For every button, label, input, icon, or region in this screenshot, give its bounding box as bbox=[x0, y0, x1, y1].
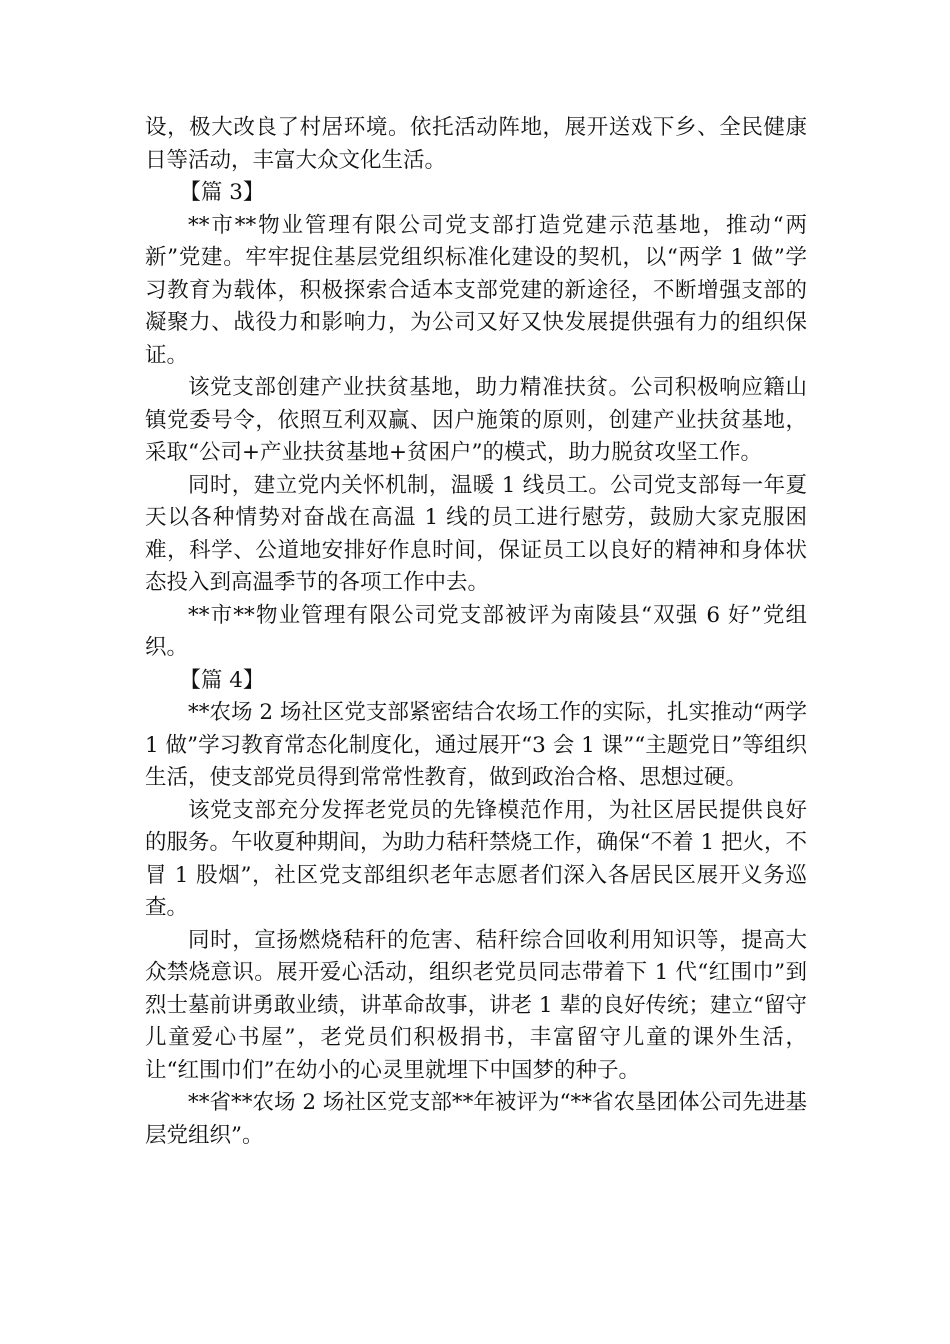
paragraph: 该党支部创建产业扶贫基地，助力精准扶贫。公司积极响应籍山镇党委号令，依照互利双赢、因户施策的原则，创建产业扶贫基地，采取“公司+产业扶贫基地+贫困户”的模式，助力脱贫攻坚工作。 bbox=[145, 375, 807, 465]
paragraph: **省**农场 2 场社区党支部**年被评为“**省农垦团体公司先进基层党组织”。 bbox=[145, 1090, 807, 1148]
paragraph: **市**物业管理有限公司党支部打造党建示范基地，推动“两新”党建。牢牢捉住基层党组织标准化建设的契机，以“两学 1 做”学习教育为载体，积极探索合适本支部党建的新途径，不断增强支部的凝聚力、战役力和影响力，为公司又好又快发展提供强有力的组织保证。 bbox=[145, 212, 807, 368]
paragraph-continuation: 设，极大改良了村居环境。依托活动阵地，展开送戏下乡、全民健康日等活动，丰富大众文化生活。 bbox=[145, 115, 807, 173]
paragraph: 该党支部充分发挥老党员的先锋模范作用，为社区居民提供良好的服务。午收夏种期间，为助力秸秆禁烧工作，确保“不着 1 把火，不冒 1 股烟”，社区党支部组织老年志愿者们深入各居民区展开义务巡查。 bbox=[145, 797, 807, 920]
paragraph: 同时，建立党内关怀机制，温暖 1 线员工。公司党支部每一年夏天以各种情势对奋战在高温 1 线的员工进行慰劳，鼓励大家克服困难，科学、公道地安排好作息时间，保证员工以良好的精神和身体状态投入到高温季节的各项工作中去。 bbox=[145, 472, 807, 595]
document-body bbox=[145, 112, 807, 1152]
section-heading-4: 【篇 4】 bbox=[179, 667, 265, 693]
paragraph: **农场 2 场社区党支部紧密结合农场工作的实际，扎实推动“两学 1 做”学习教育常态化制度化，通过展开“3 会 1 课”“主题党日”等组织生活，使支部党员得到常常性教育，做到政治合格、思想过硬。 bbox=[145, 700, 807, 790]
section-heading-3: 【篇 3】 bbox=[179, 180, 265, 205]
paragraph: **市**物业管理有限公司党支部被评为南陵县“双强 6 好”党组织。 bbox=[145, 602, 807, 660]
paragraph: 同时，宣扬燃烧秸秆的危害、秸秆综合回收利用知识等，提高大众禁烧意识。展开爱心活动，组织老党员同志带着下 1 代“红围巾”到烈士墓前讲勇敢业绩，讲革命故事，讲老 1 辈的良好传统；建立“留守儿童爱心书屋”，老党员们积极捐书，丰富留守儿童的课外生活，让“红围巾们”在幼小的心灵里就埋下中国梦的种子。 bbox=[145, 927, 807, 1083]
